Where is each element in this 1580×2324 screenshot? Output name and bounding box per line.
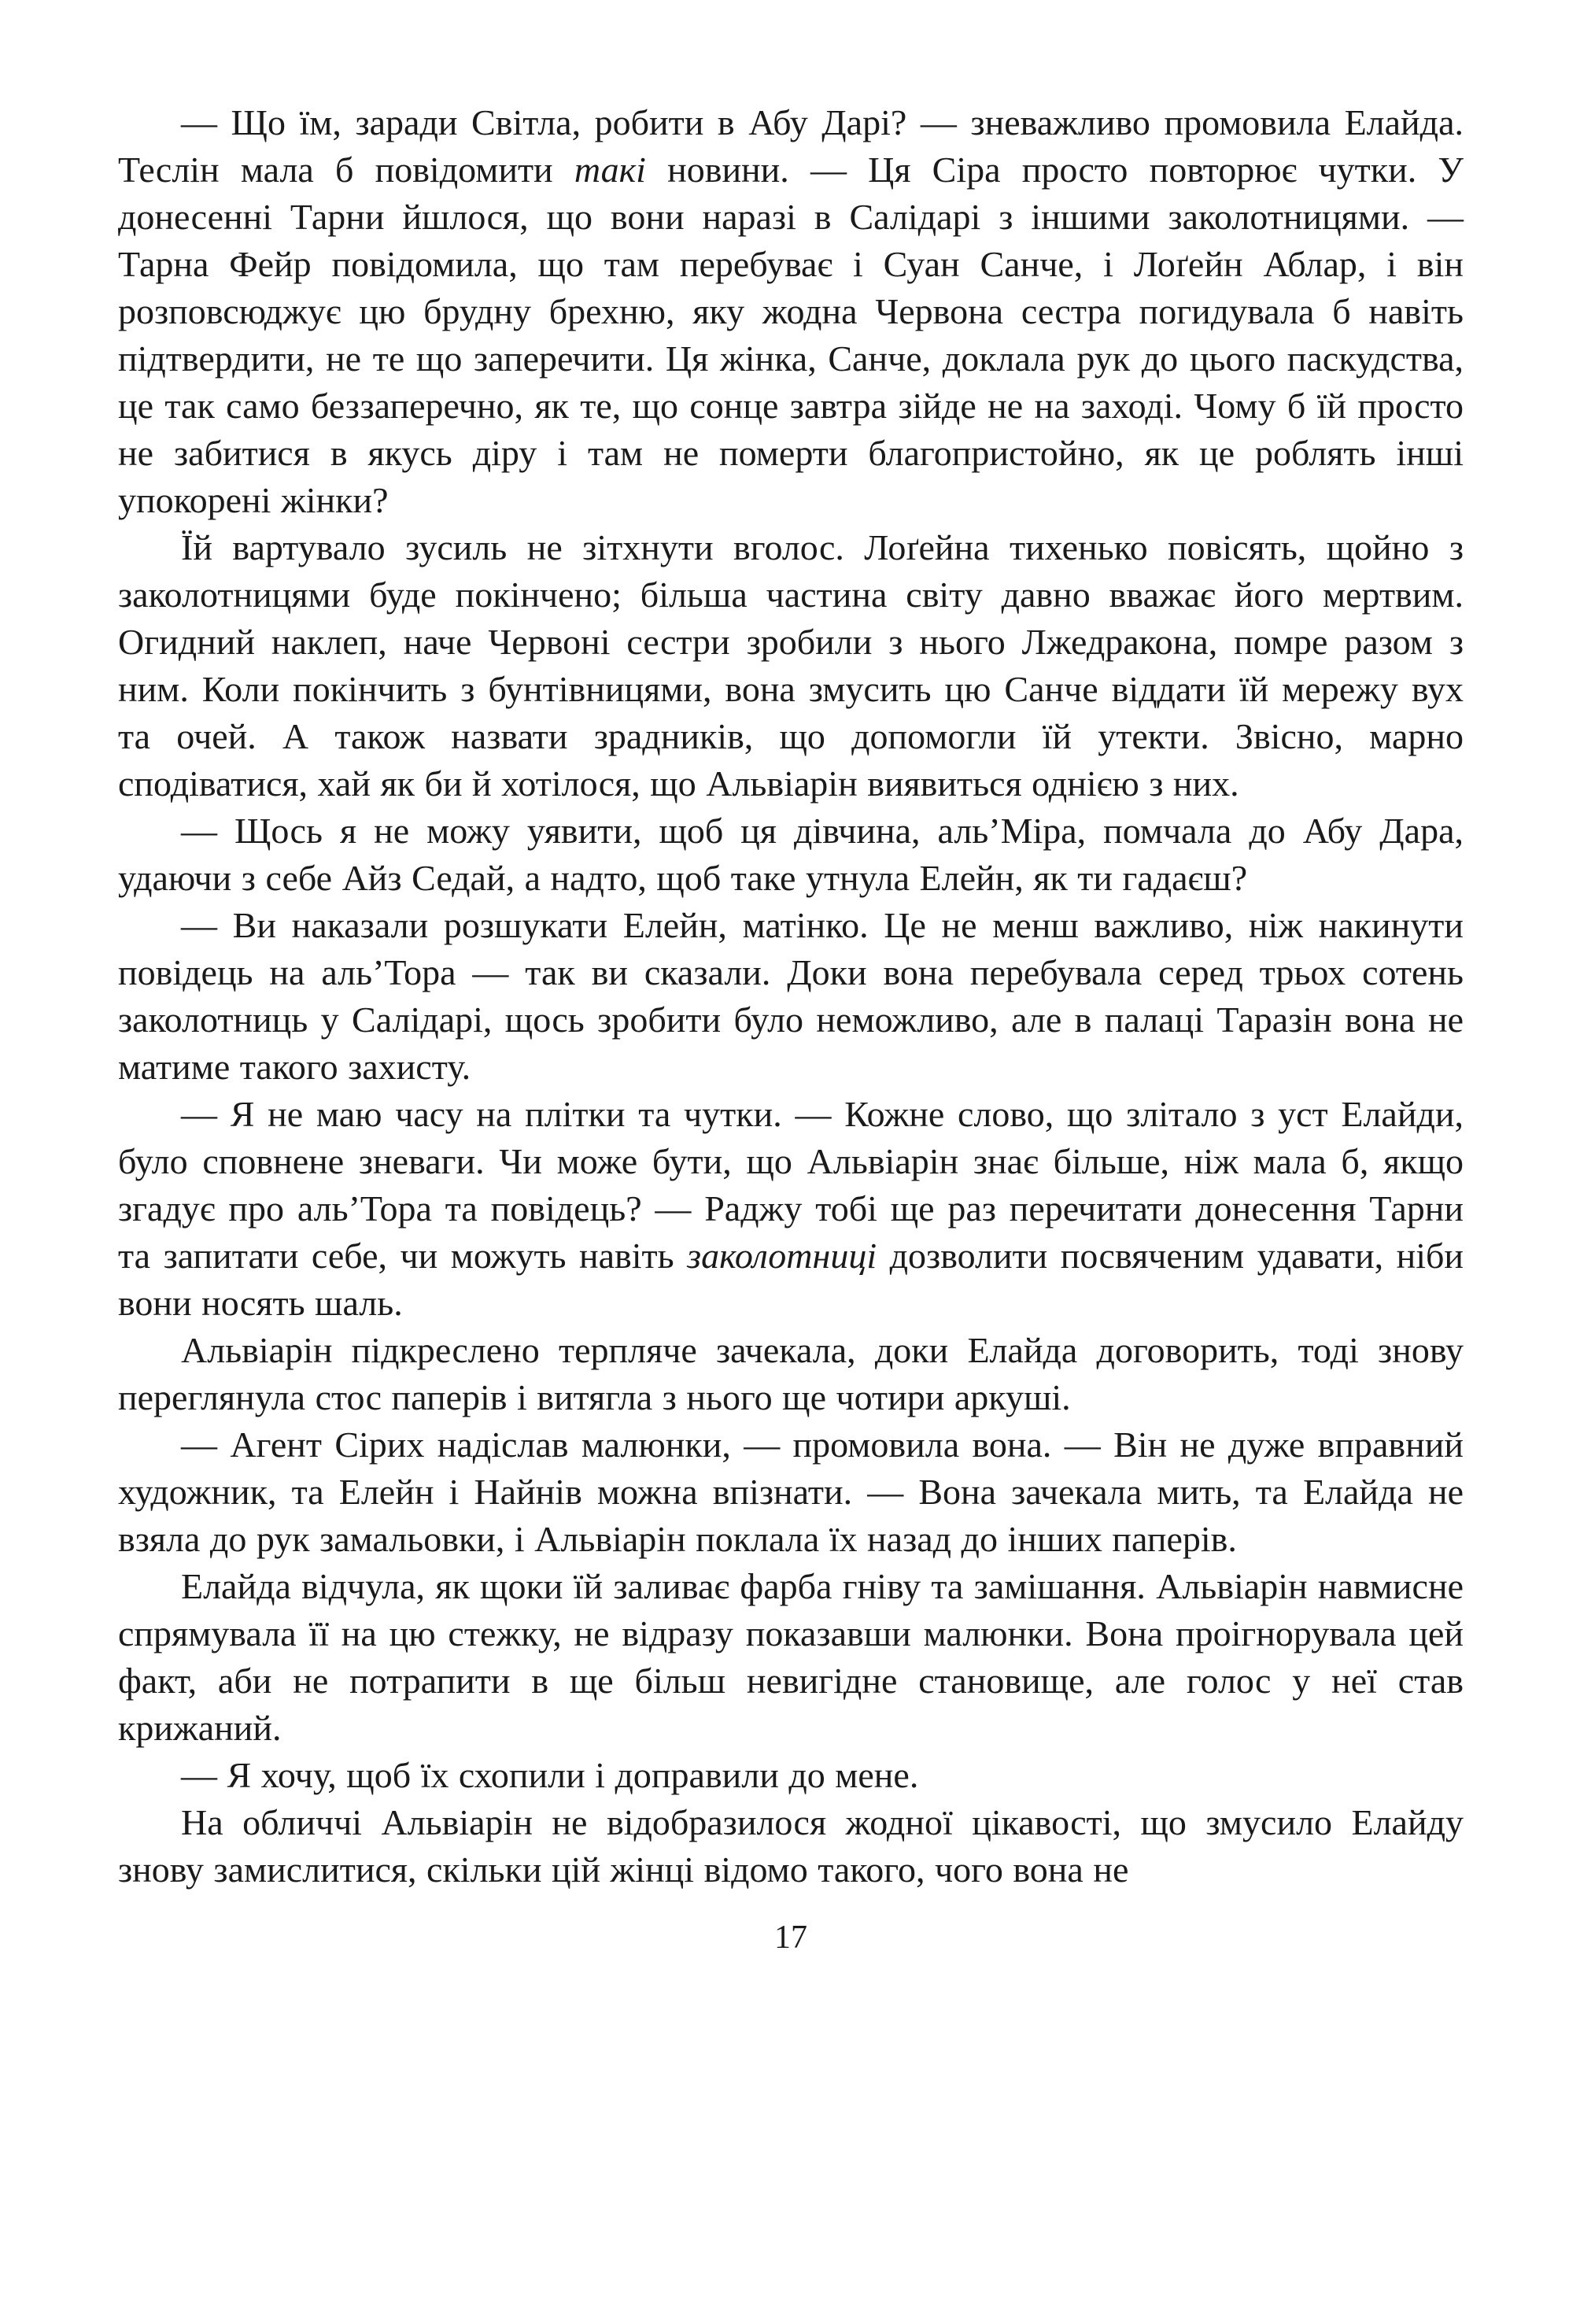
text-run: На обличчі Альвіарін не відобразилося жодної цікавості, що змусило Елайду знову замислитися, скільки цій жінці відомо такого, чого вона не [118,1802,1464,1890]
paragraph [118,807,1464,902]
paragraph [118,1327,1464,1421]
paragraph [118,99,1464,524]
paragraph [118,1752,1464,1799]
italic-text-run: такі [574,150,646,190]
paragraph [118,1563,1464,1752]
text-block [118,99,1464,1894]
text-run: — Ви наказали розшукати Елейн, матінко. Це не менш важливо, ніж накинути повідець на аль’Тора — так ви сказали. Доки вона перебувала серед трьох сотень заколотниць у Салідарі, щось зробити було неможливо, але в палаці Таразін вона не матиме такого захисту. [118,905,1464,1087]
italic-text-run: заколотниці [687,1236,877,1276]
paragraph [118,1091,1464,1327]
paragraph [118,902,1464,1091]
text-run: — Щось я не можу уявити, щоб ця дівчина, аль’Міра, помчала до Абу Дара, удаючи з себе Айз Седай, а надто, щоб таке утнула Елейн, як ти гадаєш? [118,811,1464,898]
page-number: 17 [774,1919,807,1956]
text-run: Їй вартувало зусиль не зітхнути вголос. Лоґейна тихенько повісять, щойно з заколотницями буде покінчено; більша частина світу давно вважає його мертвим. Огидний наклеп, наче Червоні сестри зробили з нього Лжедракона, помре разом з ним. Коли покінчить з бунтівницями, вона змусить цю Санче віддати їй мережу вух та очей. А також назвати зрадників, що допомогли їй утекти. Звісно, марно сподіватися, хай як би й хотілося, що Альвіарін виявиться однією з них. [118,527,1464,804]
paragraph [118,524,1464,807]
paragraph [118,1799,1464,1894]
text-run: Альвіарін підкреслено терпляче зачекала, доки Елайда договорить, тоді знову переглянула стос паперів і витягла з нього ще чотири аркуші. [118,1330,1464,1417]
text-run: — Я хочу, щоб їх схопили і доправили до мене. [181,1755,919,1795]
text-run: Елайда відчула, як щоки їй заливає фарба гніву та замішання. Альвіарін навмисне спрямувала її на цю стежку, не відразу показавши малюнки. Вона проігнорувала цей факт, аби не потрапити в ще більш невигідне становище, але голос у неї став крижаний. [118,1566,1464,1748]
text-run: дозволити посвяченим удавати, ніби вони носять шаль. [118,1236,1464,1323]
text-run: новини. — Ця Сіра просто повторює чутки. У донесенні Тарни йшлося, що вони наразі в Салідарі з іншими заколотницями. — Тарна Фейр повідомила, що там перебуває і Суан Санче, і Лоґейн Аблар, і він розповсюджує цю брудну брехню, яку жодна Червона сестра погидувала б навіть підтвердити, не те що заперечити. Ця жінка, Санче, доклала рук до цього паскудства, це так само беззаперечно, як те, що сонце завтра зійде не на заході. Чому б їй просто не забитися в якусь діру і там не померти благопристойно, як це роблять інші упокорені жінки? [118,150,1464,520]
text-run: — Я не маю часу на плітки та чутки. — Кожне слово, що злітало з уст Елайди, було сповнене зневаги. Чи може бути, що Альвіарін знає більше, ніж мала б, якщо згадує про аль’Тора та повідець? — Раджу тобі ще раз перечитати донесення Тарни та запитати себе, чи можуть навіть [118,1094,1464,1276]
paragraph [118,1421,1464,1563]
text-run: — Агент Сірих надіслав малюнки, — промовила вона. — Він не дуже вправний художник, та Елейн і Найнів можна впізнати. — Вона зачекала мить, та Елайда не взяла до рук замальовки, і Альвіарін поклала їх назад до інших паперів. [118,1424,1464,1559]
text-run: — Що їм, заради Світла, робити в Абу Дарі? — зневажливо промовила Елайда. Теслін мала б повідомити [118,102,1464,190]
